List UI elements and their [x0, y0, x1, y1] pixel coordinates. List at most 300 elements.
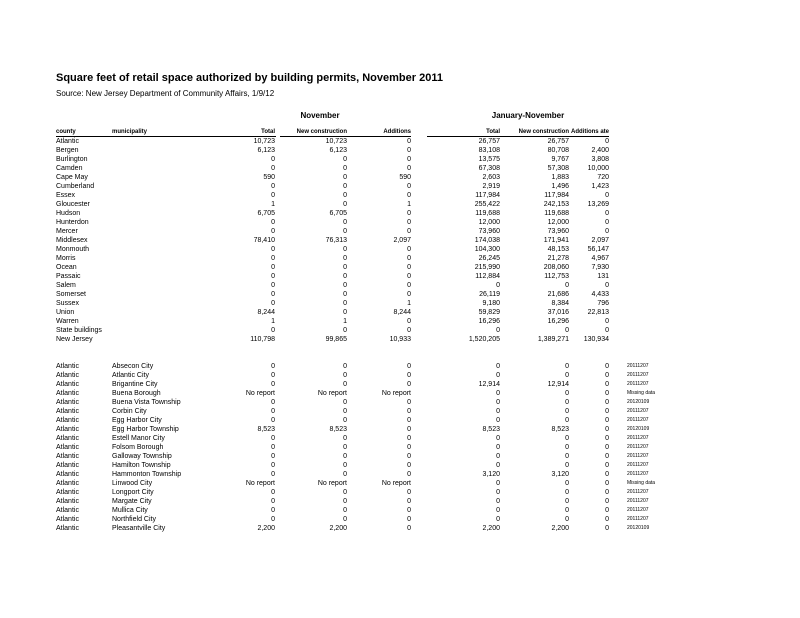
table-row: [0, 488, 800, 497]
municipality-cell: Corbin City: [112, 408, 147, 415]
ytd-additions-cell: 0: [605, 444, 609, 451]
ytd-new-cell: 8,384: [551, 300, 569, 307]
nov-total-cell: 0: [271, 399, 275, 406]
ytd-total-cell: 112,884: [475, 273, 500, 280]
col-header-nov-additions: Additions: [383, 129, 411, 135]
table-row: [0, 407, 800, 416]
nov-additions-cell: 0: [407, 372, 411, 379]
nov-additions-cell: 0: [407, 489, 411, 496]
nov-new-cell: 0: [343, 192, 347, 199]
nov-new-cell: 0: [343, 417, 347, 424]
ytd-total-cell: 13,575: [478, 156, 500, 163]
table-row: [0, 434, 800, 443]
ytd-total-cell: 59,829: [478, 309, 500, 316]
nov-total-cell: 0: [271, 183, 275, 190]
ytd-new-cell: 0: [565, 390, 569, 397]
ytd-new-cell: 48,153: [547, 246, 569, 253]
ytd-total-cell: 119,688: [475, 210, 500, 217]
nov-total-cell: 0: [271, 255, 275, 262]
table-row: [0, 299, 800, 308]
nov-new-cell: 10,723: [325, 138, 347, 145]
municipality-cell: Margate City: [112, 498, 152, 505]
report-date-cell: 20111207: [627, 417, 649, 423]
table-row: [0, 227, 800, 236]
ytd-new-cell: 0: [565, 327, 569, 334]
nov-total-cell: 0: [271, 165, 275, 172]
county-cell: Atlantic: [56, 381, 79, 388]
report-date-cell: Missing data: [627, 480, 656, 486]
nov-total-cell: 0: [271, 417, 275, 424]
table-row: [0, 191, 800, 200]
ytd-additions-cell: 0: [605, 381, 609, 388]
ytd-new-cell: 0: [565, 435, 569, 442]
ytd-new-cell: 0: [565, 399, 569, 406]
ytd-total-cell: 0: [496, 489, 500, 496]
nov-new-cell: 76,313: [325, 237, 347, 244]
table-row: [0, 254, 800, 263]
ytd-additions-cell: 22,813: [587, 309, 609, 316]
ytd-additions-cell: 796: [597, 300, 609, 307]
nov-new-cell: 0: [343, 309, 347, 316]
table-row: [0, 452, 800, 461]
nov-total-cell: 0: [271, 228, 275, 235]
table-row: [0, 290, 800, 299]
county-cell: State buildings: [56, 327, 102, 334]
ytd-new-cell: 171,941: [543, 237, 569, 244]
ytd-additions-cell: 0: [605, 489, 609, 496]
ytd-new-cell: 1,496: [551, 183, 569, 190]
nov-total-cell: 0: [271, 381, 275, 388]
report-date-cell: 20111207: [627, 453, 649, 459]
nov-new-cell: 0: [343, 165, 347, 172]
nov-additions-cell: 0: [407, 192, 411, 199]
report-date-cell: 20111207: [627, 381, 649, 387]
ytd-new-cell: 26,757: [547, 138, 569, 145]
nov-additions-cell: 0: [407, 273, 411, 280]
nov-additions-cell: 0: [407, 417, 411, 424]
municipality-cell: Estell Manor City: [112, 435, 165, 442]
ytd-total-cell: 0: [496, 480, 500, 487]
table-row: [0, 236, 800, 245]
nov-total-cell: 0: [271, 498, 275, 505]
table-row: [0, 506, 800, 515]
nov-additions-cell: 10,933: [389, 336, 411, 343]
nov-total-cell: 8,523: [257, 426, 275, 433]
report-date-cell: 20120109: [627, 525, 650, 531]
county-cell: Monmouth: [56, 246, 90, 253]
ytd-total-cell: 2,603: [482, 174, 500, 181]
nov-total-cell: No report: [245, 480, 275, 487]
nov-new-cell: 0: [343, 273, 347, 280]
ytd-new-cell: 0: [565, 444, 569, 451]
table-row: [0, 398, 800, 407]
ytd-new-cell: 37,016: [547, 309, 569, 316]
nov-new-cell: 0: [343, 444, 347, 451]
municipality-cell: Egg Harbor Township: [112, 426, 179, 433]
county-cell: Middlesex: [56, 237, 88, 244]
ytd-new-cell: 0: [565, 453, 569, 460]
nov-new-cell: 0: [343, 282, 347, 289]
report-date-cell: 20111207: [627, 516, 649, 522]
nov-additions-cell: 0: [407, 156, 411, 163]
table-row: [0, 479, 800, 488]
county-cell: Somerset: [56, 291, 86, 298]
county-cell: Atlantic: [56, 363, 79, 370]
col-header-ytd-additions: Additions ate: [570, 129, 609, 135]
col-header-ytd-new: New construction: [518, 129, 569, 135]
nov-additions-cell: 0: [407, 462, 411, 469]
table-row: [0, 281, 800, 290]
nov-new-cell: 0: [343, 255, 347, 262]
nov-total-cell: 0: [271, 246, 275, 253]
nov-new-cell: No report: [317, 390, 347, 397]
ytd-additions-cell: 2,097: [591, 237, 609, 244]
ytd-total-cell: 0: [496, 498, 500, 505]
nov-additions-cell: 2,097: [393, 237, 411, 244]
nov-total-cell: 6,123: [257, 147, 275, 154]
nov-total-cell: 0: [271, 408, 275, 415]
nov-total-cell: 0: [271, 471, 275, 478]
county-cell: Atlantic: [56, 498, 79, 505]
nov-total-cell: 0: [271, 291, 275, 298]
nov-total-cell: 0: [271, 282, 275, 289]
municipality-cell: Buena Vista Township: [112, 399, 181, 406]
nov-new-cell: 0: [343, 363, 347, 370]
table-row: [0, 362, 800, 371]
table-row: [0, 416, 800, 425]
county-cell: Atlantic: [56, 471, 79, 478]
municipality-cell: Hamilton Township: [112, 462, 171, 469]
ytd-new-cell: 0: [565, 417, 569, 424]
nov-additions-cell: 0: [407, 516, 411, 523]
municipality-cell: Linwood City: [112, 480, 153, 487]
ytd-new-cell: 73,960: [547, 228, 569, 235]
ytd-new-cell: 0: [565, 507, 569, 514]
ytd-total-cell: 0: [496, 408, 500, 415]
nov-additions-cell: 590: [399, 174, 411, 181]
ytd-additions-cell: 0: [605, 210, 609, 217]
ytd-total-cell: 0: [496, 462, 500, 469]
county-cell: Hunterdon: [56, 219, 89, 226]
nov-additions-cell: 0: [407, 453, 411, 460]
nov-total-cell: 1: [271, 201, 275, 208]
municipality-cell: Buena Borough: [112, 390, 161, 397]
nov-new-cell: 0: [343, 498, 347, 505]
ytd-total-cell: 117,984: [475, 192, 500, 199]
ytd-additions-cell: 0: [605, 426, 609, 433]
nov-new-cell: 0: [343, 507, 347, 514]
nov-additions-cell: 0: [407, 138, 411, 145]
nov-additions-cell: 0: [407, 165, 411, 172]
nov-additions-cell: 0: [407, 525, 411, 532]
ytd-new-cell: 0: [565, 372, 569, 379]
ytd-total-cell: 2,200: [482, 525, 500, 532]
table-row: [0, 497, 800, 506]
ytd-new-cell: 12,000: [547, 219, 569, 226]
ytd-new-cell: 0: [565, 363, 569, 370]
ytd-total-cell: 1,520,205: [468, 336, 500, 343]
nov-total-cell: 0: [271, 156, 275, 163]
ytd-total-cell: 255,422: [474, 201, 500, 208]
municipality-cell: Brigantine City: [112, 381, 158, 388]
nov-additions-cell: 0: [407, 291, 411, 298]
table-row: [0, 524, 800, 533]
nov-additions-cell: 0: [407, 399, 411, 406]
ytd-additions-cell: 0: [605, 498, 609, 505]
table-row: [0, 461, 800, 470]
ytd-additions-cell: 0: [605, 399, 609, 406]
county-cell: Union: [56, 309, 75, 316]
county-cell: Atlantic: [56, 489, 79, 496]
nov-new-cell: 0: [343, 489, 347, 496]
county-cell: Atlantic: [56, 426, 79, 433]
county-cell: Salem: [56, 282, 76, 289]
nov-total-cell: 10,723: [253, 138, 275, 145]
ytd-new-cell: 0: [565, 498, 569, 505]
ytd-new-cell: 9,767: [551, 156, 569, 163]
county-cell: Atlantic: [56, 462, 79, 469]
municipality-cell: Hammonton Township: [112, 471, 182, 478]
nov-additions-cell: 0: [407, 426, 411, 433]
report-date-cell: 20111207: [627, 435, 649, 441]
ytd-additions-cell: 130,934: [583, 336, 609, 343]
ytd-total-cell: 8,523: [482, 426, 500, 433]
ytd-additions-cell: 1,423: [591, 183, 609, 190]
nov-additions-cell: 1: [407, 201, 411, 208]
nov-total-cell: 0: [271, 273, 275, 280]
nov-additions-cell: 0: [407, 228, 411, 235]
ytd-additions-cell: 7,930: [591, 264, 609, 271]
ytd-additions-cell: 13,269: [587, 201, 609, 208]
county-cell: Atlantic: [56, 372, 79, 379]
nov-additions-cell: 0: [407, 498, 411, 505]
ytd-additions-cell: 0: [605, 453, 609, 460]
county-cell: Passaic: [56, 273, 81, 280]
county-cell: Atlantic: [56, 408, 79, 415]
report-date-cell: 20111207: [627, 363, 649, 369]
nov-new-cell: 6,123: [329, 147, 347, 154]
table-row: [0, 470, 800, 479]
county-cell: Gloucester: [56, 201, 90, 208]
ytd-total-cell: 0: [496, 363, 500, 370]
ytd-new-cell: 112,753: [544, 273, 569, 280]
ytd-new-cell: 0: [565, 282, 569, 289]
ytd-new-cell: 0: [565, 480, 569, 487]
table-row: [0, 218, 800, 227]
nov-total-cell: 0: [271, 363, 275, 370]
table-row: [0, 146, 800, 155]
ytd-new-cell: 242,153: [543, 201, 569, 208]
table-row: [0, 164, 800, 173]
ytd-additions-cell: 0: [605, 219, 609, 226]
nov-new-cell: 0: [343, 156, 347, 163]
ytd-total-cell: 104,300: [474, 246, 500, 253]
nov-additions-cell: 0: [407, 210, 411, 217]
table-row: [0, 317, 800, 326]
ytd-additions-cell: 0: [605, 435, 609, 442]
county-cell: Atlantic: [56, 444, 79, 451]
ytd-additions-cell: 4,433: [591, 291, 609, 298]
ytd-new-cell: 208,060: [543, 264, 569, 271]
ytd-new-cell: 117,984: [544, 192, 569, 199]
county-cell: Morris: [56, 255, 76, 262]
nov-total-cell: 1: [271, 318, 275, 325]
ytd-new-cell: 21,686: [547, 291, 569, 298]
report-date-cell: 20111207: [627, 489, 649, 495]
ytd-total-cell: 0: [496, 327, 500, 334]
county-cell: Bergen: [56, 147, 79, 154]
ytd-total-cell: 26,245: [478, 255, 500, 262]
ytd-additions-cell: 0: [605, 372, 609, 379]
ytd-additions-cell: 0: [605, 462, 609, 469]
ytd-total-cell: 215,990: [474, 264, 500, 271]
nov-total-cell: 0: [271, 372, 275, 379]
county-cell: Hudson: [56, 210, 81, 217]
nov-new-cell: 0: [343, 300, 347, 307]
county-cell: New Jersey: [56, 336, 93, 343]
nov-total-cell: 110,798: [250, 336, 275, 343]
ytd-new-cell: 0: [565, 489, 569, 496]
nov-new-cell: 0: [343, 471, 347, 478]
ytd-additions-cell: 720: [597, 174, 609, 181]
ytd-additions-cell: 0: [605, 516, 609, 523]
table-row: [0, 515, 800, 524]
table-row: [0, 155, 800, 164]
ytd-total-cell: 0: [496, 444, 500, 451]
ytd-total-cell: 174,038: [474, 237, 500, 244]
report-date-cell: 20120109: [627, 399, 650, 405]
nov-total-cell: 0: [271, 462, 275, 469]
nov-new-cell: 0: [343, 264, 347, 271]
ytd-new-cell: 2,200: [551, 525, 569, 532]
ytd-additions-cell: 0: [605, 138, 609, 145]
county-cell: Atlantic: [56, 507, 79, 514]
ytd-total-cell: 0: [496, 507, 500, 514]
col-header-nov-total: Total: [261, 129, 275, 135]
ytd-total-cell: 16,296: [478, 318, 500, 325]
ytd-additions-cell: 0: [605, 282, 609, 289]
table-row: [0, 389, 800, 398]
ytd-additions-cell: 56,147: [587, 246, 609, 253]
nov-additions-cell: No report: [381, 480, 411, 487]
ytd-total-cell: 0: [496, 417, 500, 424]
col-header-ytd-total: Total: [486, 129, 500, 135]
nov-new-cell: 0: [343, 462, 347, 469]
report-date-cell: 20120109: [627, 426, 650, 432]
report-date-cell: 20111207: [627, 372, 649, 378]
report-date-cell: 20111207: [627, 408, 649, 414]
county-cell: Mercer: [56, 228, 78, 235]
municipality-cell: Egg Harbor City: [112, 417, 162, 424]
col-header-nov-new: New construction: [296, 129, 347, 135]
nov-additions-cell: 0: [407, 381, 411, 388]
nov-additions-cell: 0: [407, 471, 411, 478]
report-date-cell: 20111207: [627, 462, 649, 468]
county-cell: Atlantic: [56, 435, 79, 442]
nov-additions-cell: 0: [407, 183, 411, 190]
nov-new-cell: 0: [343, 327, 347, 334]
ytd-additions-cell: 4,967: [591, 255, 609, 262]
table-row: [0, 200, 800, 209]
nov-total-cell: 0: [271, 300, 275, 307]
nov-additions-cell: 0: [407, 264, 411, 271]
ytd-additions-cell: 10,000: [587, 165, 609, 172]
report-title: Square feet of retail space authorized by building permits, November 2011: [56, 72, 443, 84]
nov-additions-cell: 0: [407, 246, 411, 253]
nov-total-cell: 0: [271, 489, 275, 496]
county-cell: Atlantic: [56, 138, 79, 145]
nov-new-cell: 0: [343, 435, 347, 442]
november-group-header: November: [300, 111, 340, 120]
county-cell: Atlantic: [56, 480, 79, 487]
ytd-total-cell: 9,180: [482, 300, 500, 307]
nov-total-cell: 590: [263, 174, 275, 181]
nov-additions-cell: 0: [407, 255, 411, 262]
table-row: [0, 263, 800, 272]
municipality-cell: Pleasantville City: [112, 525, 166, 532]
ytd-total-cell: 0: [496, 372, 500, 379]
nov-total-cell: 6,705: [257, 210, 275, 217]
nov-new-cell: 0: [343, 381, 347, 388]
ytd-new-cell: 12,914: [547, 381, 569, 388]
nov-additions-cell: 0: [407, 147, 411, 154]
municipality-cell: Absecon City: [112, 363, 154, 370]
ytd-new-cell: 1,883: [551, 174, 569, 181]
nov-additions-cell: 0: [407, 327, 411, 334]
ytd-total-cell: 0: [496, 516, 500, 523]
nov-new-cell: 99,865: [325, 336, 347, 343]
nov-new-cell: 0: [343, 291, 347, 298]
municipality-cell: Atlantic City: [112, 372, 149, 379]
county-cell: Cape May: [56, 174, 88, 181]
nov-new-cell: 6,705: [329, 210, 347, 217]
table-row: [0, 272, 800, 281]
municipality-cell: Longport City: [112, 489, 154, 496]
ytd-additions-cell: 0: [605, 318, 609, 325]
table-row: [0, 209, 800, 218]
municipality-cell: Mullica City: [112, 507, 148, 514]
ytd-new-cell: 57,308: [547, 165, 569, 172]
nov-new-cell: 2,200: [329, 525, 347, 532]
ytd-total-cell: 73,960: [478, 228, 500, 235]
ytd-new-cell: 0: [565, 408, 569, 415]
ytd-total-cell: 3,120: [482, 471, 500, 478]
table-row: [0, 326, 800, 335]
county-cell: Atlantic: [56, 525, 79, 532]
ytd-new-cell: 16,296: [547, 318, 569, 325]
ytd-additions-cell: 3,808: [591, 156, 609, 163]
nov-total-cell: 0: [271, 264, 275, 271]
nov-total-cell: 0: [271, 327, 275, 334]
nov-total-cell: 0: [271, 219, 275, 226]
ytd-total-cell: 83,108: [478, 147, 500, 154]
report-date-cell: 20111207: [627, 498, 649, 504]
table-row: [0, 137, 800, 146]
nov-new-cell: 0: [343, 174, 347, 181]
nov-additions-cell: 8,244: [393, 309, 411, 316]
nov-new-cell: 0: [343, 372, 347, 379]
table-row: [0, 308, 800, 317]
nov-new-cell: No report: [317, 480, 347, 487]
nov-new-cell: 0: [343, 246, 347, 253]
table-row: [0, 245, 800, 254]
nov-total-cell: 8,244: [257, 309, 275, 316]
ytd-additions-cell: 0: [605, 525, 609, 532]
ytd-total-cell: 12,000: [478, 219, 500, 226]
nov-new-cell: 0: [343, 201, 347, 208]
ytd-new-cell: 21,278: [547, 255, 569, 262]
county-cell: Cumberland: [56, 183, 95, 190]
